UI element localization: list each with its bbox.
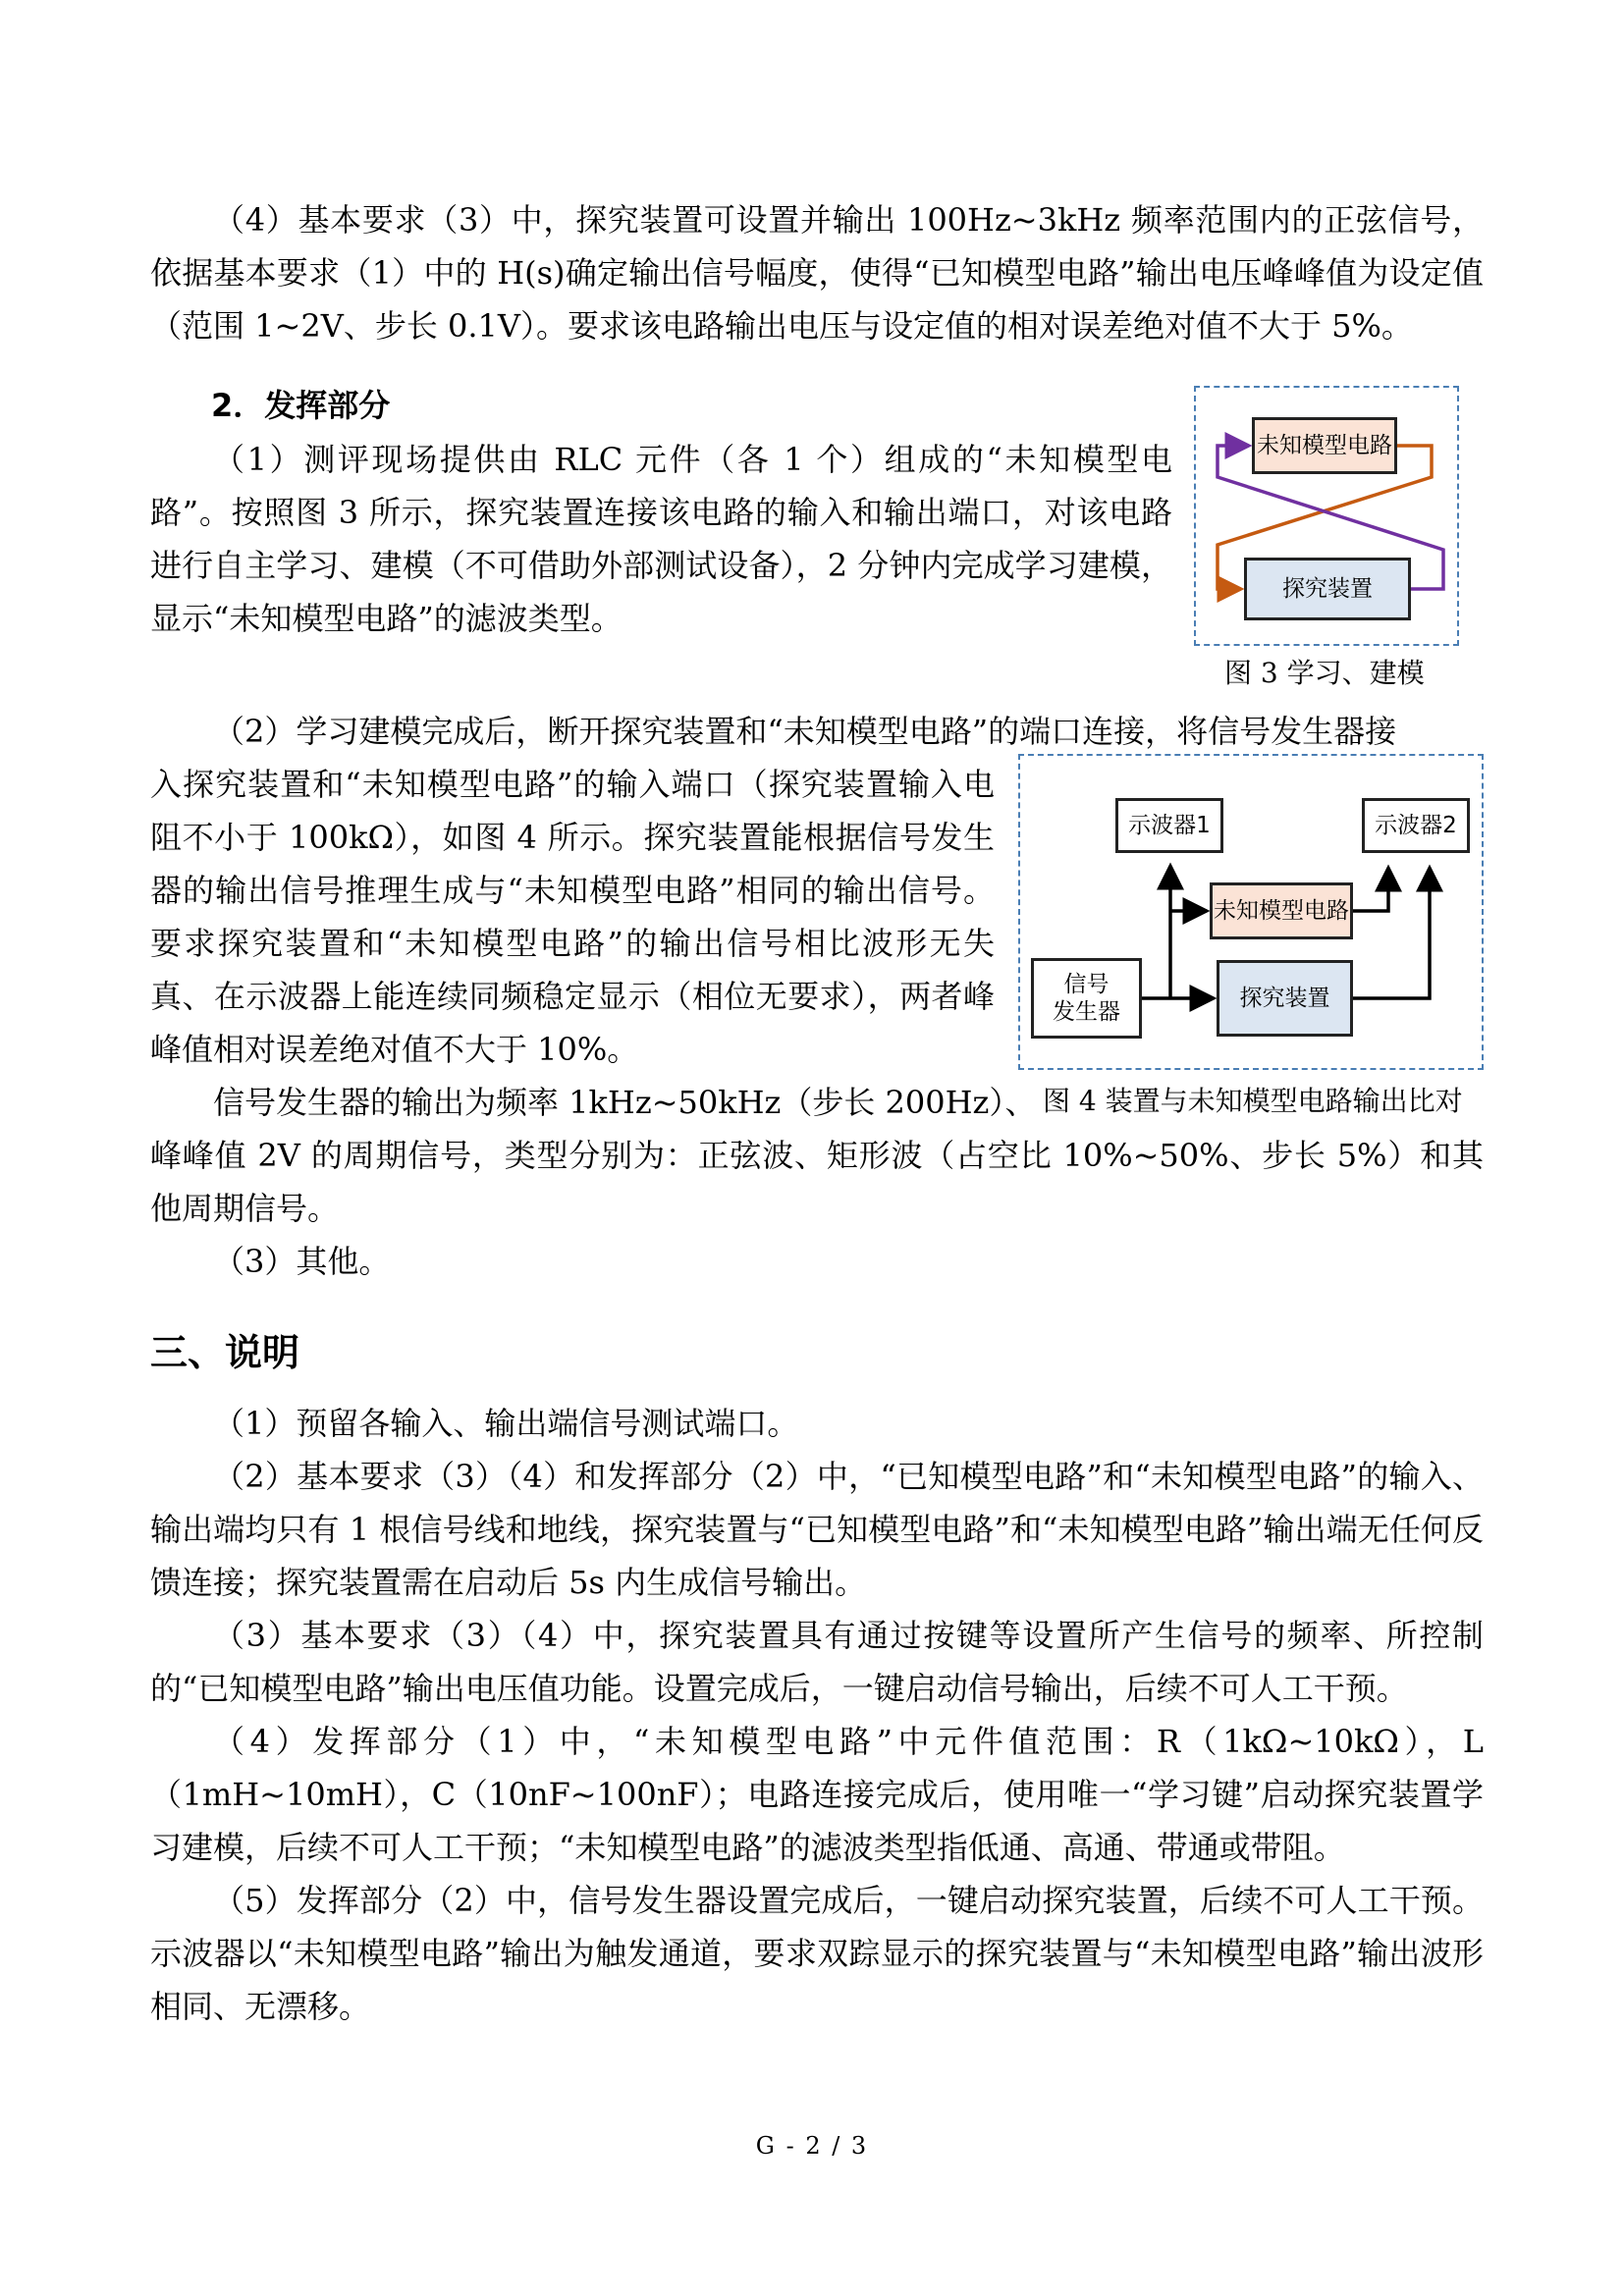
- page-footer: G - 2 / 3: [755, 2132, 869, 2160]
- fig4-scope1-label: 示波器1: [1128, 813, 1211, 838]
- note-1: （1）预留各输入、输出端信号测试端口。: [213, 1405, 799, 1442]
- fig4-siggen-label-line1: 信号: [1063, 972, 1110, 997]
- signal-spec-rest: 峰峰值 2V 的周期信号，类型分别为：正弦波、矩形波（占空比 10%~50%、步长 5%）和其他周期信号。: [150, 1137, 1484, 1227]
- fig4-scope2-box: [1362, 798, 1470, 853]
- fig3-device-label: 探究装置: [1282, 576, 1373, 602]
- fig4-signal-generator-box: [1031, 958, 1142, 1039]
- fig4-unknown-circuit-box: [1210, 882, 1353, 939]
- figure-4-caption: 图 4 装置与未知模型电路输出比对: [1043, 1085, 1463, 1117]
- basic-req-4-paragraph: （4）基本要求（3）中，探究装置可设置并输出 100Hz~3kHz 频率范围内的正弦信号，依据基本要求（1）中的 H(s)确定输出信号幅度，使得“已知模型电路”输出电压峰峰值为设定值（范围 1~2V、步长 0.1V）。要求该电路输出电压与设定值的相对误差绝对值不大于 5%。: [150, 201, 1484, 345]
- section-2-title: 2．发挥部分: [211, 387, 391, 424]
- fig4-scope1-box: [1115, 798, 1223, 853]
- note-4: （4）发挥部分（1）中，“未知模型电路”中元件值范围：R（1kΩ~10kΩ），L（1mH~10mH），C（10nF~100nF）；电路连接完成后，使用唯一“学习键”启动探究装置学习建模，后续不可人工干预；“未知模型电路”的滤波类型指低通、高通、带通或带阻。: [150, 1723, 1484, 1866]
- fig4-device-box: [1217, 960, 1353, 1037]
- fig4-unknown-circuit-label: 未知模型电路: [1214, 898, 1349, 924]
- section-3-title: 三、说明: [150, 1331, 300, 1374]
- extended-req-3-paragraph: （3）其他。: [213, 1243, 391, 1280]
- note-2: （2）基本要求（3）（4）和发挥部分（2）中，“已知模型电路”和“未知模型电路”的输入、输出端均只有 1 根信号线和地线，探究装置与“已知模型电路”和“未知模型电路”输出端无任何反馈连接；探究装置需在启动后 5s 内生成信号输出。: [150, 1458, 1484, 1601]
- note-5: （5）发挥部分（2）中，信号发生器设置完成后，一键启动探究装置，后续不可人工干预。示波器以“未知模型电路”输出为触发通道，要求双踪显示的探究装置与“未知模型电路”输出波形相同、无漂移。: [150, 1882, 1484, 2025]
- fig4-device-label: 探究装置: [1239, 986, 1330, 1011]
- note-3: （3）基本要求（3）（4）中，探究装置具有通过按键等设置所产生信号的频率、所控制的“已知模型电路”输出电压值功能。设置完成后，一键启动信号输出，后续不可人工干预。: [150, 1617, 1484, 1707]
- signal-spec-line1: 信号发生器的输出为频率 1kHz~50kHz（步长 200Hz）、: [213, 1084, 1037, 1121]
- fig3-unknown-circuit-label: 未知模型电路: [1257, 433, 1392, 458]
- extended-req-2-line1: （2）学习建模完成后，断开探究装置和“未知模型电路”的端口连接，将信号发生器接: [213, 713, 1397, 750]
- fig4-siggen-label-line2: 发生器: [1053, 999, 1120, 1025]
- extended-req-1-paragraph: （1）测评现场提供由 RLC 元件（各 1 个）组成的“未知模型电路”。按照图 3 所示，探究装置连接该电路的输入和输出端口，对该电路进行自主学习、建模（不可借助外部测试设备），2 分钟内完成学习建模，显示“未知模型电路”的滤波类型。: [150, 441, 1172, 637]
- extended-req-2-paragraph: 入探究装置和“未知模型电路”的输入端口（探究装置输入电阻不小于 100kΩ），如图 4 所示。探究装置能根据信号发生器的输出信号推理生成与“未知模型电路”相同的输出信号。要求探究装置和“未知模型电路”的输出信号相比波形无失真、在示波器上能连续同频稳定显示（相位无要求），两者峰峰值相对误差绝对值不大于 10%。: [150, 766, 995, 1068]
- figure-3-caption: 图 3 学习、建模: [1224, 657, 1425, 689]
- fig4-scope2-label: 示波器2: [1375, 813, 1457, 838]
